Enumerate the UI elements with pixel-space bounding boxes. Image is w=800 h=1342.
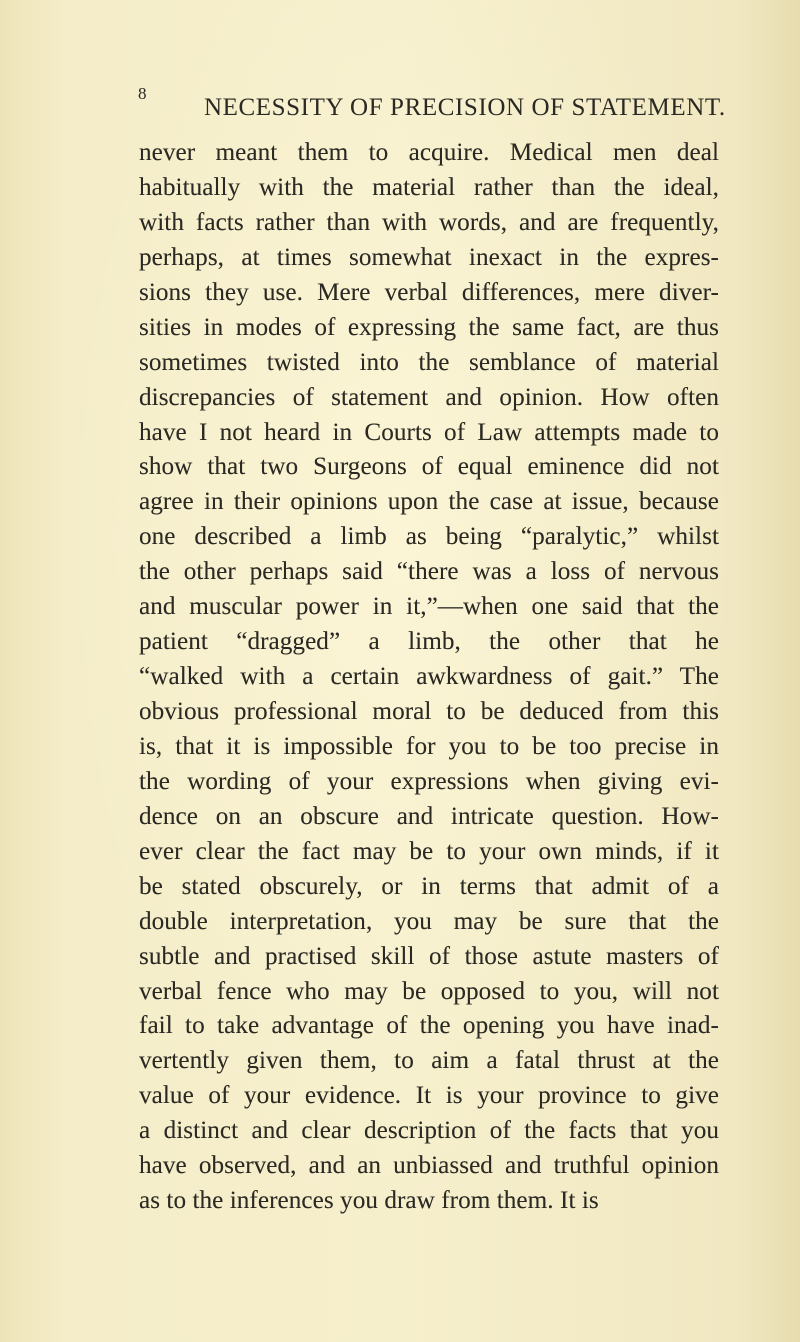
text-line: “walked with a certain awkwardness of gait.” The [139, 663, 719, 691]
text-line: with facts rather than with words, and are frequently, [139, 208, 719, 236]
text-line: fail to take advantage of the opening you have inad- [139, 1012, 719, 1040]
text-line: ever clear the fact may be to your own minds, if it [139, 837, 719, 865]
text-line: vertently given them, to aim a fatal thrust at the [139, 1047, 719, 1075]
text-line: agree in their opinions upon the case at issue, because [139, 488, 719, 516]
text-line: sometimes twisted into the semblance of material [139, 348, 719, 376]
page-number: 8 [138, 84, 148, 103]
text-line: discrepancies of statement and opinion. How often [139, 383, 719, 411]
text-line: as to the inferences you draw from them. It is [139, 1187, 599, 1215]
body-text [139, 136, 719, 1219]
text-line: double interpretation, you may be sure that the [139, 907, 719, 935]
text-line: a distinct and clear description of the facts that you [139, 1117, 719, 1145]
running-head: NECESSITY OF PRECISION OF STATEMENT. [204, 94, 726, 121]
text-line: subtle and practised skill of those astute masters of [139, 942, 719, 970]
text-line: patient “dragged” a limb, the other that he [139, 628, 719, 656]
text-line: be stated obscurely, or in terms that admit of a [139, 872, 719, 900]
text-line: is, that it is impossible for you to be too precise in [139, 732, 719, 760]
text-line: sities in modes of expressing the same fact, are thus [139, 313, 719, 341]
text-line: sions they use. Mere verbal differences, mere diver- [139, 278, 719, 306]
text-line: show that two Surgeons of equal eminence did not [139, 453, 719, 481]
text-line: perhaps, at times somewhat inexact in the expres- [139, 243, 719, 271]
text-line: value of your evidence. It is your province to give [139, 1082, 719, 1110]
text-line: and muscular power in it,”—when one said that the [139, 593, 719, 621]
text-line: dence on an obscure and intricate question. How- [139, 802, 719, 830]
text-line: one described a limb as being “paralytic,” whilst [139, 523, 719, 551]
text-line: the other perhaps said “there was a loss of nervous [139, 558, 719, 586]
text-line: obvious professional moral to be deduced from this [139, 698, 719, 725]
page-header [138, 84, 726, 124]
text-line: never meant them to acquire. Medical men deal [139, 139, 719, 166]
text-line: have observed, and an unbiassed and truthful opinion [139, 1152, 719, 1180]
text-line: the wording of your expressions when giving evi- [139, 767, 719, 795]
text-line: have I not heard in Courts of Law attempts made to [139, 418, 719, 446]
text-line: verbal fence who may be opposed to you, will not [139, 977, 719, 1005]
text-line: habitually with the material rather than the ideal, [139, 173, 719, 201]
